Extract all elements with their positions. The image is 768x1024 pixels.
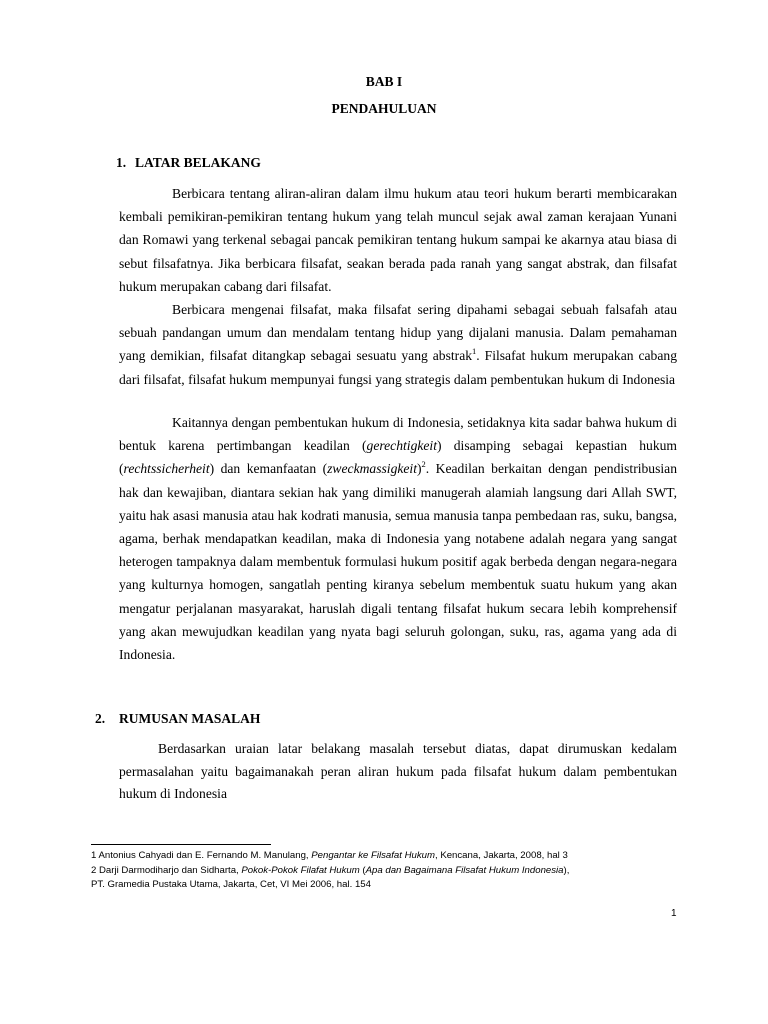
chapter-label: BAB I bbox=[365, 74, 403, 89]
chapter-title: PENDAHULUAN bbox=[331, 101, 437, 116]
section-number: 2. bbox=[95, 711, 106, 726]
section-heading-rumusan-masalah bbox=[95, 711, 260, 727]
footnote-2-continued: PT. Gramedia Pustaka Utama, Jakarta, Cet, VI Mei 2006, hal. 154 bbox=[91, 879, 371, 890]
section-title: RUMUSAN MASALAH bbox=[119, 711, 261, 726]
footnote-1: 1 Antonius Cahyadi dan E. Fernando M. Manulang, Pengantar ke Filsafat Hukum, Kencana, Jakarta, 2008, hal 3 bbox=[91, 850, 568, 861]
paragraph-1: Berbicara tentang aliran-aliran dalam ilmu hukum atau teori hukum berarti membicarakan kembali pemikiran-pemikiran tentang hukum yang telah muncul sejak awal zaman kerajaan Yunani dan Romawi yang terkenal sebagai pancak pemikiran tentang hukum sampai ke akarnya atau biasa di sebut filsafatnya. Jika berbicara filsafat, seakan berada pada ranah yang sangat abstrak, dan filsafat hukum merupakan cabang dari filsafat. bbox=[119, 186, 677, 294]
section-number: 1. bbox=[116, 155, 127, 170]
footnotes bbox=[91, 849, 691, 893]
footnote-ref-2: 2 bbox=[421, 458, 426, 469]
section-title: LATAR BELAKANG bbox=[135, 155, 261, 170]
page-number: 1 bbox=[671, 908, 677, 919]
footnote-ref-1: 1 bbox=[472, 345, 477, 356]
footnote-2: 2 Darji Darmodiharjo dan Sidharta, Pokok-Pokok Filafat Hukum (Apa dan Bagaimana Filsafat Hukum Indonesia), bbox=[91, 864, 570, 876]
paragraph-2: Berbicara mengenai filsafat, maka filsafat sering dipahami sebagai sebuah falsafah atau sebuah pandangan umum dan mendalam tentang hidup yang dijalani manusia. Dalam pemahaman yang demikian, filsafat ditangkap sebagai sesuatu yang abstrak$^1$. Filsafat hukum merupakan cabang dari filsafat, filsafat hukum mempunyai fungsi yang strategis dalam pembentukan hukum di Indonesia bbox=[119, 302, 677, 387]
paragraph-4: Berdasarkan uraian latar belakang masalah tersebut diatas, dapat dirumuskan kedalam permasalahan yaitu bagaimanakah peran aliran hukum pada filsafat hukum dalam pembentukan hukum di Indonesia bbox=[119, 741, 677, 801]
section-heading-latar-belakang bbox=[116, 155, 261, 171]
paragraph-3: Kaitannya dengan pembentukan hukum di Indonesia, setidaknya kita sadar bahwa hukum di bentuk karena pertimbangan keadilan (gerechtigkeit) disamping sebagai kepastian hukum (rechtssicherheit) dan kemanfaatan (zweckmassigkeit)$^2$. Keadilan berkaitan dengan pendistribusian hak dan kewajiban, diantara sekian hak yang dimiliki manugerah alamiah langsung dari Allah SWT, yaitu hak asasi manusia atau hak kodrati manusia, semua manusia tanpa pembedaan ras, suku, bangsa, agama, berhak mendapatkan keadilan, maka di Indonesia yang notabene adalah negara yang sangat heterogen tampaknya dalam membentuk formulasi hukum positif agak berbeda dengan negara-negara yang kulturnya homogen, sangatlah penting kiranya sebelum membentuk suatu hukum yang akan mengatur perjalanan masyarakat, haruslah digali tentang filsafat hukum secara lebih komprehensif yang akan mewujudkan keadilan yang nyata bagi seluruh golongan, suku, ras, agama yang ada di Indonesia. bbox=[119, 415, 678, 663]
footnote-divider bbox=[91, 844, 271, 845]
